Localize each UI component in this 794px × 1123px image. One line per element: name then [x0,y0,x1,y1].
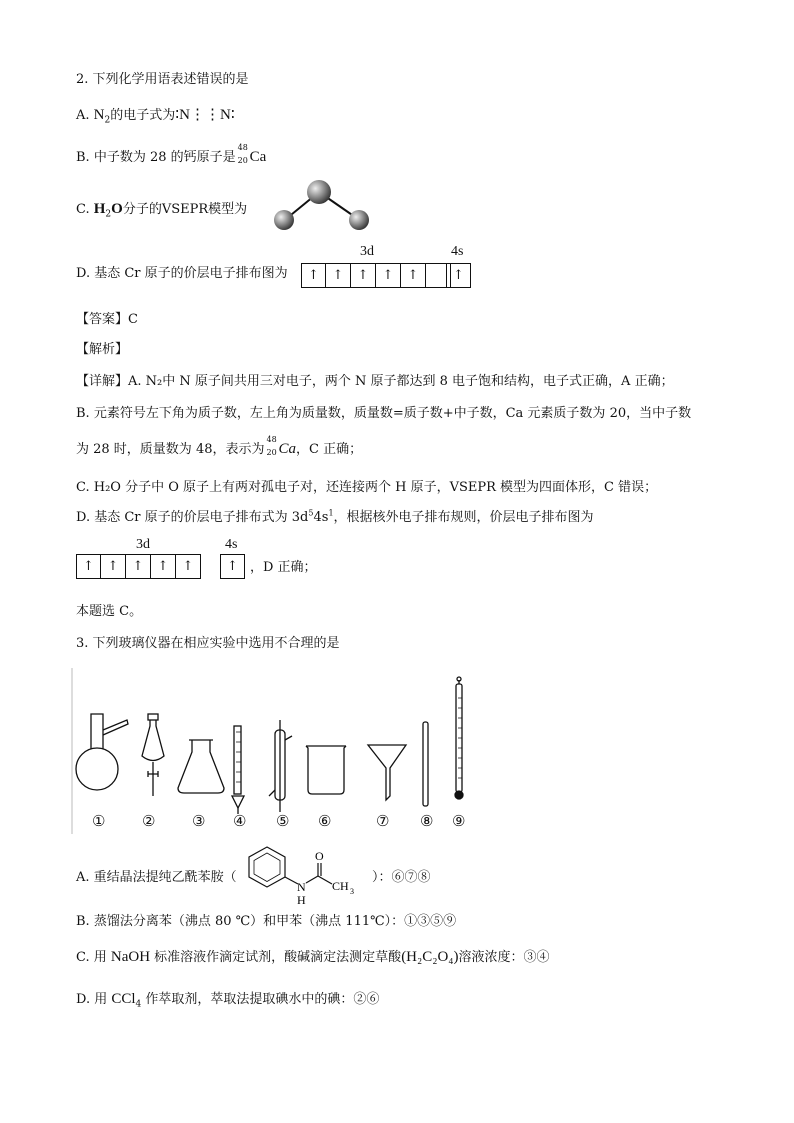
beaker [306,746,346,794]
condenser [269,720,292,812]
q3-d-ccl: CCl [111,991,136,1007]
q2-c-o: O [111,201,123,217]
q2-b-mass: 48 [237,143,248,152]
analysis-line-2: B. 元素符号左下角为质子数，左上角为质量数，质量数=质子数+中子数，Ca 元素质子数为 20，当中子数 [76,406,692,421]
q2-option-b [76,143,267,166]
apparatus-label-8: ⑧ [420,812,434,830]
analysis-atomic: 20 [266,448,277,457]
thermometer [455,677,463,799]
q2-c-prefix: C. [76,202,94,217]
atom-h: H [297,893,306,905]
analysis-line-6-tail: ，D 正确； [250,560,317,575]
apparatus-label-9: ⑨ [452,812,466,830]
analysis-orbital-3d-boxes [76,554,201,579]
orbital-label-4s: 4s [451,244,464,259]
analysis-orbital-label-4s: 4s [225,537,238,552]
apparatus-label-3: ③ [192,812,206,830]
q2-stem: 2. 下列化学用语表述错误的是 [76,72,249,87]
analysis-line-1: 【详解】A. N₂中 N 原子间共用三对电子，两个 N 原子都达到 8 电子饱和结构，电子式正确，A 正确； [76,374,674,389]
q2-c-sub: 2 [105,209,112,220]
q2-a-n2-sub: 2 [104,115,111,126]
group-ch: CH [332,879,349,893]
q2-b-symbol: Ca [249,149,267,165]
analysis-l5b: 4s [313,510,329,525]
orbital-box: ↑ [301,263,326,288]
orbital-box: ↑ [176,554,201,579]
analysis-line-4: C. H₂O 分子中 O 原子上有两对孤电子对，还连接两个 H 原子，VSEPR 模型为四面体形，C 错误； [76,480,658,495]
q3-c-pre: C. 用 [76,950,111,965]
q3-option-b: B. 蒸馏法分离苯（沸点 80 ℃）和甲苯（沸点 111℃）：①③⑤⑨ [76,914,457,929]
distillation-flask [76,714,128,790]
orbital-box: ↑ [326,263,351,288]
answer-value: C [128,312,138,327]
orbital-box: ↑ [220,554,245,579]
orbital-3d-boxes [301,263,451,288]
analysis-line-5 [76,506,594,525]
orbital-box: ↑ [76,554,101,579]
analysis-l5c: ，根据核外电子排布规则，价层电子排布图为 [333,510,594,525]
analysis-orbital-4s-box [220,554,245,579]
funnel [368,745,406,800]
apparatus-label-1: ① [92,812,106,830]
apparatus-label-2: ② [142,812,156,830]
q3-d-ccl4-sub: 4 [135,999,142,1010]
q2-option-d: D. 基态 Cr 原子的价层电子排布图为 [76,266,288,281]
analysis-l5a: D. 基态 Cr 原子的价层电子排布式为 3d [76,510,309,525]
q3-option-c [76,946,550,966]
q3-stem: 3. 下列玻璃仪器在相应实验中选用不合理的是 [76,636,340,651]
orbital-box: ↑ [401,263,426,288]
orbital-box: ↑ [446,263,471,288]
atom-o: O [315,849,324,863]
orbital-box: ↑ [376,263,401,288]
orbital-box: ↑ [151,554,176,579]
analysis-l5-sup2: 1 [328,508,334,518]
acetanilide-structure [240,843,368,905]
analysis-l3b: ，C 正确； [296,442,363,457]
answer-tag: 【答案】 [76,312,129,327]
orbital-label-3d: 3d [360,244,374,259]
q2-c-rest: 分子的VSEPR模型为 [122,202,248,217]
q2-a-mid: 的电子式为 [110,108,176,123]
orbital-box: ↑ [351,263,376,288]
orbital-box: ↑ [126,554,151,579]
analysis-l5-sup1: 5 [308,508,314,518]
analysis-l3a: 为 28 时，质量数为 48，表示为 [76,442,265,457]
apparatus-label-4: ④ [233,812,247,830]
vsepr-right-atom [349,210,369,230]
q3-c-formula: (H₂C₂O₄) [401,949,459,965]
q2-b-nuclide [236,143,250,165]
q3-c-mid: 标准溶液作滴定试剂，酸碱滴定法测定草酸 [150,950,402,965]
burette [232,726,244,814]
apparatus-label-5: ⑤ [276,812,290,830]
analysis-conclusion: 本题选 C。 [76,604,143,619]
q3-c-naoh: NaOH [110,949,151,965]
group-ch3-sub: 3 [350,887,354,896]
glassware-illustration [70,668,480,836]
q3-option-a-tail: ）：⑥⑦⑧ [372,870,431,885]
q2-b-text: B. 中子数为 28 的钙原子是 [76,150,236,165]
glass-rod [423,722,428,806]
q3-option-d [76,988,379,1010]
analysis-mass: 48 [266,435,277,444]
q2-option-a [76,104,235,126]
orbital-box: ↑ [101,554,126,579]
analysis-line-3 [76,435,363,458]
orbital-4s-box [446,263,471,288]
apparatus-label-7: ⑦ [376,812,390,830]
vsepr-center-atom [307,180,331,204]
analysis-orbital-label-3d: 3d [136,537,150,552]
analysis-tag: 【解析】 [76,342,129,357]
atom-n: N [297,880,306,894]
analysis-symbol: Ca [278,441,296,457]
q3-option-a-prefix: A. 重结晶法提纯乙酰苯胺（ [76,870,237,885]
vsepr-model-diagram [272,176,376,234]
q2-a-n2: N [93,107,105,123]
answer-line [76,308,138,327]
q2-a-prefix: A. [76,108,94,123]
q2-option-c [76,198,247,220]
vsepr-left-atom [274,210,294,230]
q2-a-electron-formula: ∶N⋮⋮N∶ [175,107,235,123]
separatory-funnel [142,714,164,796]
conical-flask [178,740,224,793]
apparatus-label-6: ⑥ [318,812,332,830]
q2-c-h: H [93,201,106,217]
q3-d-tail: 作萃取剂，萃取法提取碘水中的碘：②⑥ [141,992,380,1007]
q2-b-atomic: 20 [237,156,248,165]
q3-d-pre: D. 用 [76,992,112,1007]
analysis-nuclide [264,435,278,457]
q3-c-tail: 溶液浓度：③④ [458,950,550,965]
